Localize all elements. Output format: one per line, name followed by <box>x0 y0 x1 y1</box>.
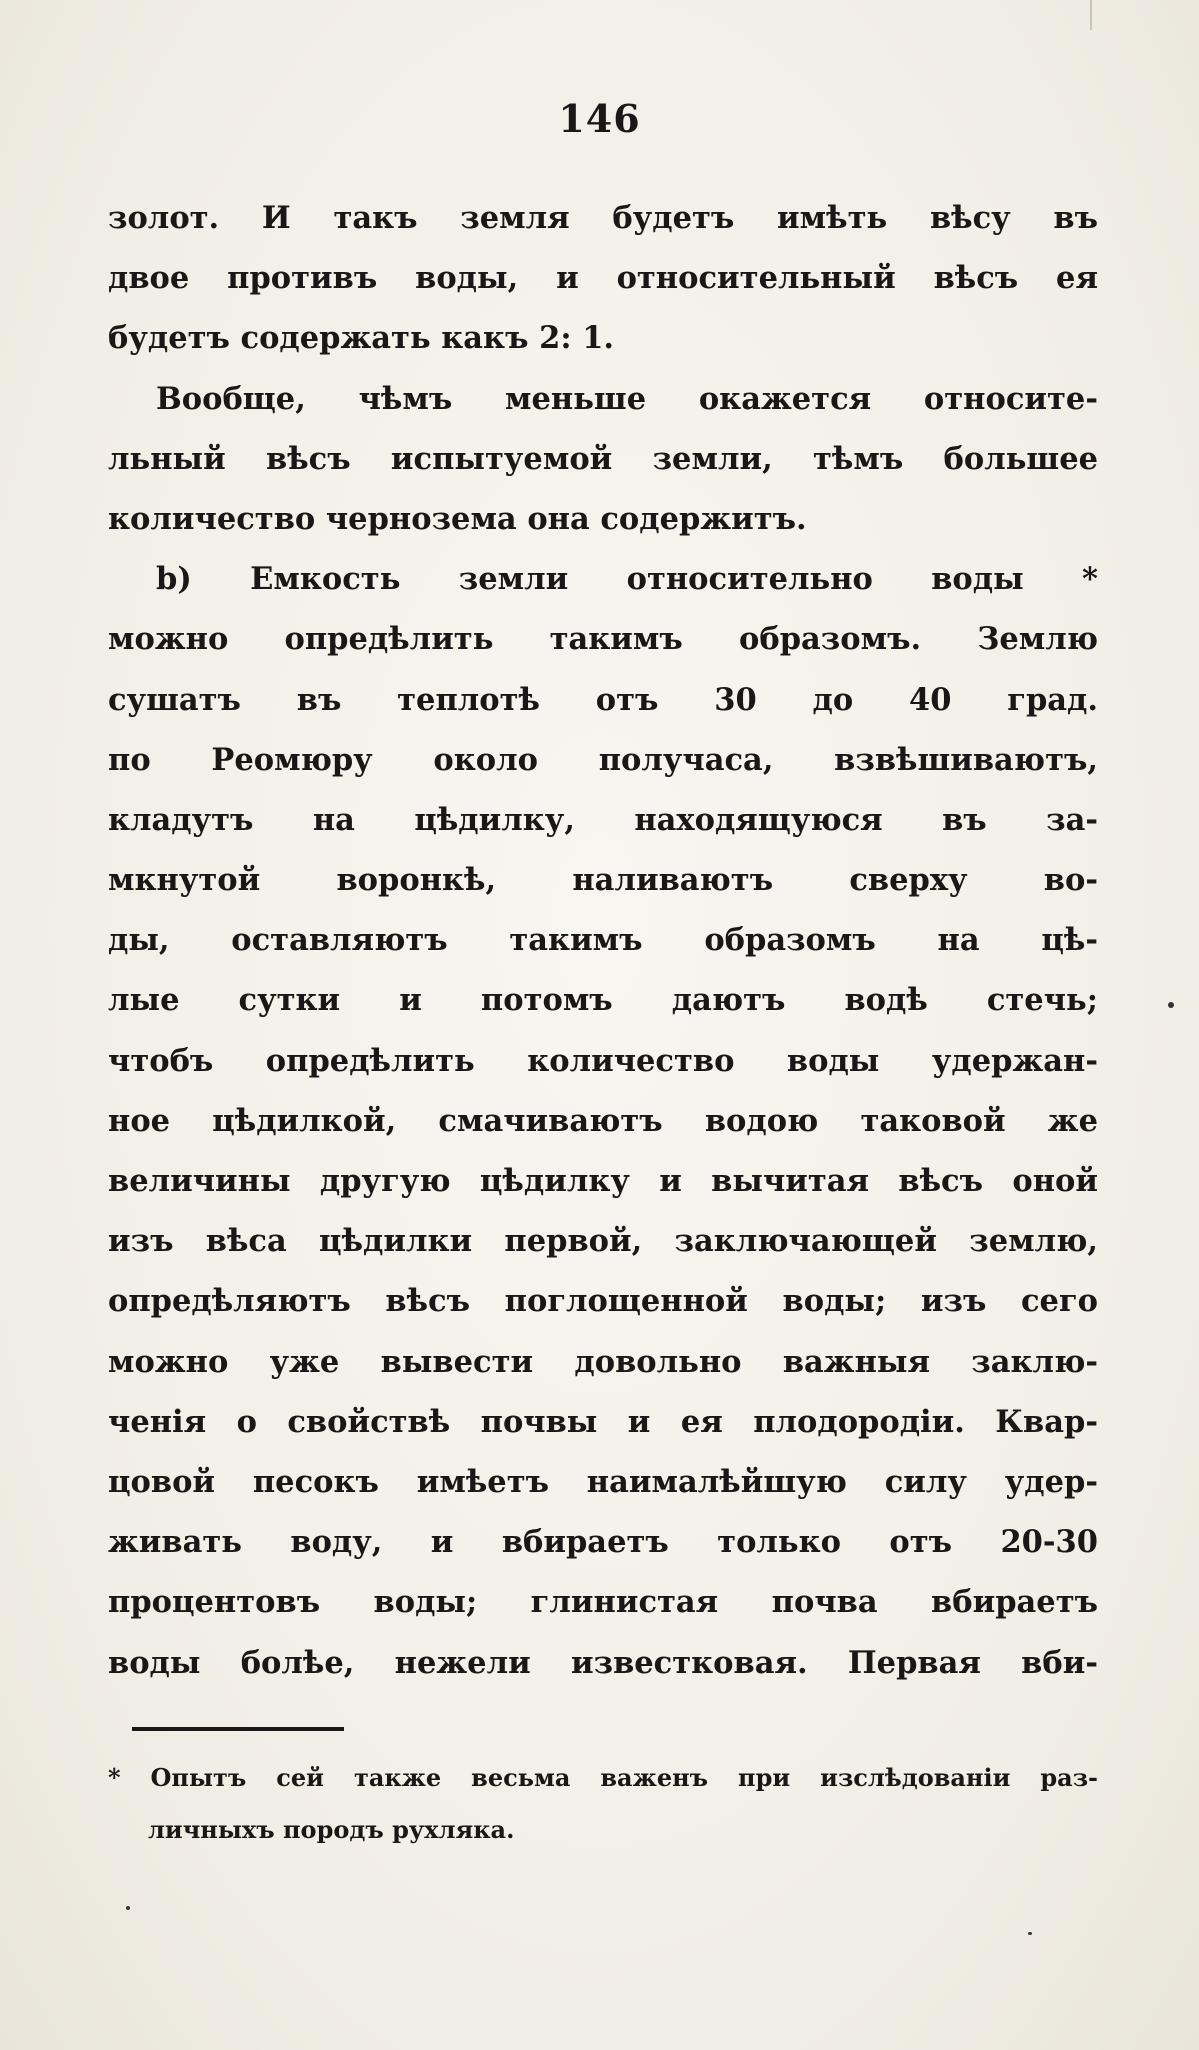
footnote-line: личныхъ породъ рухляка. <box>148 1815 515 1844</box>
text-line: ное цѣдилкой, смачиваютъ водою таковой же <box>108 1102 1098 1139</box>
text-line: ды, оставляютъ такимъ образомъ на цѣ- <box>108 922 1098 959</box>
text-line: живать воду, и вбираетъ только отъ 20-30 <box>108 1524 1098 1561</box>
text-line: величины другую цѣдилку и вычитая вѣсъ оной <box>108 1163 1098 1199</box>
text-line: чтобъ опредѣлить количество воды удержан- <box>108 1042 1098 1079</box>
footnote-divider <box>132 1727 344 1731</box>
text-line: воды болѣе, нежели известковая. Первая вби- <box>108 1644 1098 1681</box>
text-line: кладутъ на цѣдилку, находящуюся въ за- <box>108 801 1098 838</box>
text-line: будетъ содержать какъ 2: 1. <box>108 320 615 357</box>
text-line: можно опредѣлить такимъ образомъ. Землю <box>108 621 1098 658</box>
text-line: опредѣляютъ вѣсъ поглощенной воды; изъ сего <box>108 1283 1098 1320</box>
text-line: золот. И такъ земля будетъ имѣть вѣсу въ <box>108 200 1098 236</box>
page-number: 146 <box>558 96 641 141</box>
text-line: лые сутки и потомъ даютъ водѣ стечь; <box>108 982 1098 1019</box>
main-text <box>108 188 1098 1693</box>
text-line: b) Емкость земли относительно воды * <box>156 561 1098 598</box>
text-line: изъ вѣса цѣдилки первой, заключающей землю, <box>108 1223 1098 1260</box>
ink-speck <box>1028 1932 1032 1935</box>
text-line: цовой песокъ имѣетъ наималѣйшую силу удер- <box>108 1463 1098 1500</box>
text-line: по Реомюру около получаса, взвѣшиваютъ, <box>108 741 1098 778</box>
ink-speck <box>126 1906 130 1910</box>
text-line: льный вѣсъ испытуемой земли, тѣмъ большее <box>108 440 1098 477</box>
footnote-line: * Опытъ сей также весьма важенъ при изслѣдованіи раз- <box>108 1763 1098 1792</box>
text-line: сушатъ въ теплотѣ отъ 30 до 40 град. <box>108 681 1098 718</box>
text-line: Вообще, чѣмъ меньше окажется относите- <box>156 380 1098 417</box>
text-line: процентовъ воды; глинистая почва вбираетъ <box>108 1584 1098 1621</box>
text-line: можно уже вывести довольно важныя заклю- <box>108 1343 1098 1380</box>
text-line: двое противъ воды, и относительный вѣсъ ея <box>108 260 1098 297</box>
text-line: ченія о свойствѣ почвы и ея плодородіи. Квар- <box>108 1403 1098 1440</box>
footnote <box>108 1752 1098 1856</box>
page-edge-mark <box>1090 0 1092 30</box>
ink-speck <box>1168 1002 1174 1008</box>
text-line: мкнутой воронкѣ, наливаютъ сверху во- <box>108 862 1098 899</box>
text-line: количество чернозема она содержитъ. <box>108 500 807 537</box>
